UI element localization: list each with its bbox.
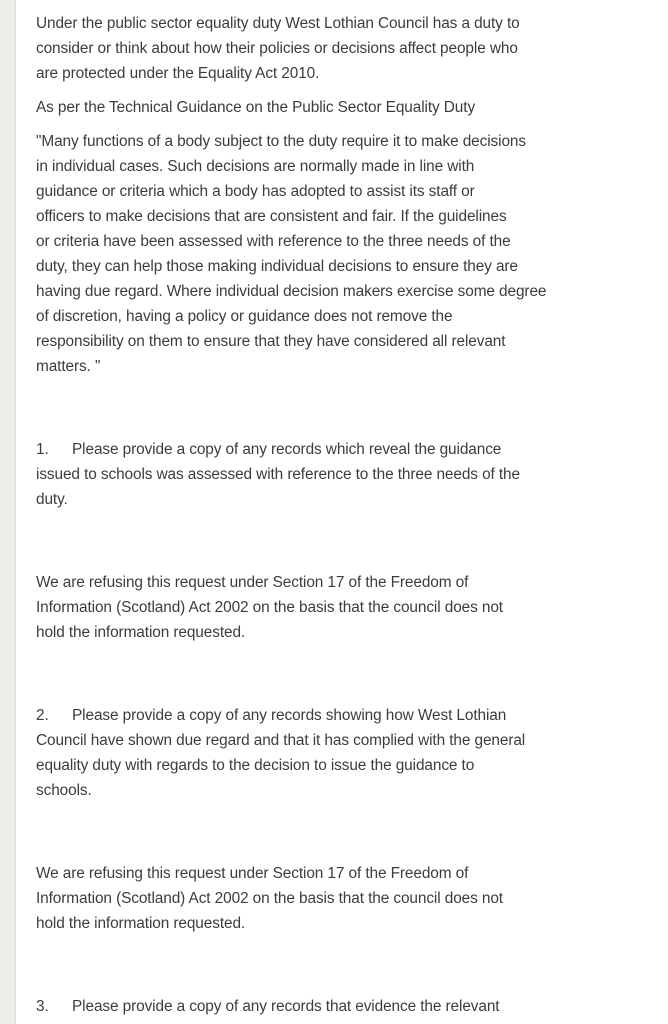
request-question [36,703,566,803]
request-number: 3. [36,998,49,1015]
request-item-1 [36,437,566,512]
request-number: 1. [36,441,49,458]
request-question [36,994,566,1019]
quote-paragraph: "Many functions of a body subject to the duty require it to make decisions in individual cases. Such decisions are normally made in line with guidance or criteria which a body has adopted to assist its staff or officers to make decisions that are consistent and fair. If the guidelines or criteria have been assessed with reference to the three needs of the duty, they can help those making individual decisions to ensure they are having due regard. Where individual decision makers exercise some degree of discretion, having a policy or guidance does not remove the responsibility on them to ensure that they have considered all relevant matters. " [36,133,547,375]
request-response: We are refusing this request under Section 17 of the Freedom of Information (Scotland) Act 2002 on the basis that the council does not hold the information requested. [36,865,503,932]
request-question-text: Please provide a copy of any records that evidence the relevant [72,998,500,1015]
guidance-reference-paragraph: As per the Technical Guidance on the Public Sector Equality Duty [36,99,476,116]
page-margin-strip [0,0,16,1024]
request-number: 2. [36,707,49,724]
request-question [36,437,566,512]
document-body [36,11,566,1019]
request-response: We are refusing this request under Section 17 of the Freedom of Information (Scotland) Act 2002 on the basis that the council does not hold the information requested. [36,574,503,641]
intro-paragraph: Under the public sector equality duty West Lothian Council has a duty to consider or think about how their policies or decisions affect people who are protected under the Equality Act 2010. [36,15,520,82]
request-question-text: Please provide a copy of any records showing how West Lothian Council have shown due regard and that it has complied with the general equality duty with regards to the decision to issue the guidance to schools. [36,707,526,799]
request-item-3 [36,994,566,1019]
request-question-text: Please provide a copy of any records which reveal the guidance issued to schools was assessed with reference to the three needs of the duty. [36,441,520,508]
request-item-2 [36,703,566,803]
